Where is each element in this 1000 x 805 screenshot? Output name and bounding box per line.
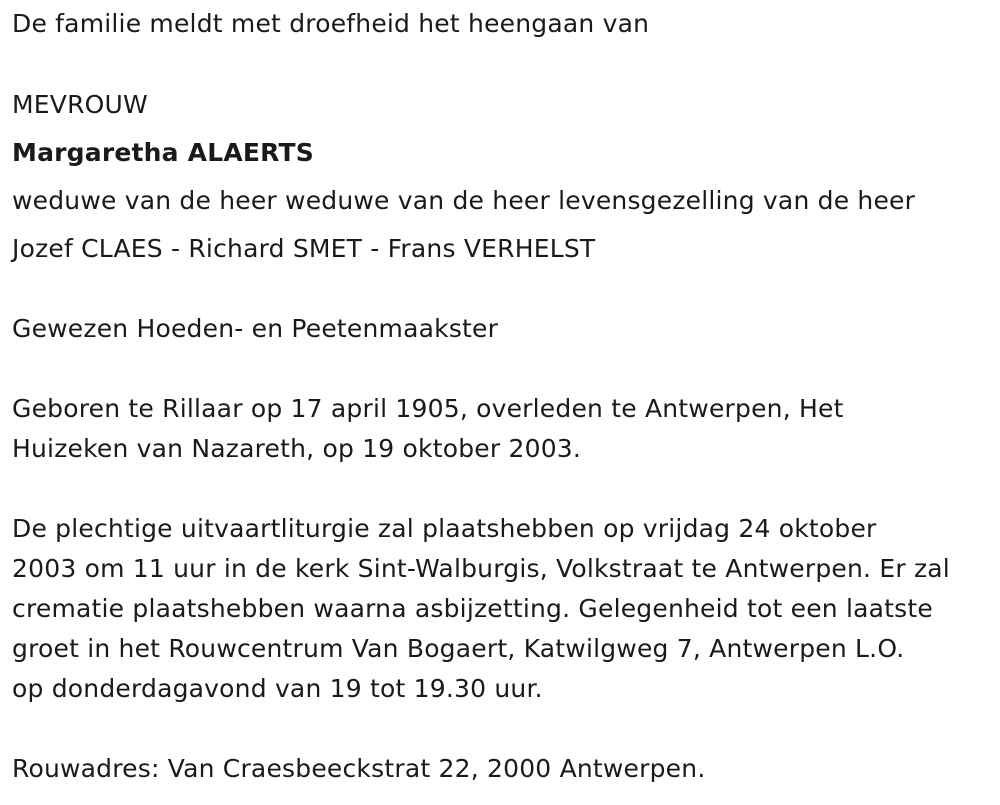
birth-death-line: Huizeken van Nazareth, op 19 oktober 2003. xyxy=(12,434,582,463)
spouses-line: Jozef CLAES - Richard SMET - Frans VERHELST xyxy=(12,234,596,263)
birth-death-line: Geboren te Rillaar op 17 april 1905, overleden te Antwerpen, Het xyxy=(12,394,844,423)
intro-line: De familie meldt met droefheid het heengaan van xyxy=(12,9,650,38)
relation-line: weduwe van de heer weduwe van de heer levensgezelling van de heer xyxy=(12,186,916,215)
funeral-line: crematie plaatshebben waarna asbijzetting. Gelegenheid tot een laatste xyxy=(12,594,933,623)
funeral-line: De plechtige uitvaartliturgie zal plaatshebben op vrijdag 24 oktober xyxy=(12,514,877,543)
funeral-line: 2003 om 11 uur in de kerk Sint-Walburgis, Volkstraat te Antwerpen. Er zal xyxy=(12,554,950,583)
funeral-line: op donderdagavond van 19 tot 19.30 uur. xyxy=(12,674,543,703)
title-line: MEVROUW xyxy=(12,90,148,119)
profession-line: Gewezen Hoeden- en Peetenmaakster xyxy=(12,314,499,343)
deceased-name: Margaretha ALAERTS xyxy=(12,138,314,167)
address-line: Rouwadres: Van Craesbeeckstrat 22, 2000 Antwerpen. xyxy=(12,754,706,783)
funeral-line: groet in het Rouwcentrum Van Bogaert, Katwilgweg 7, Antwerpen L.O. xyxy=(12,634,905,663)
